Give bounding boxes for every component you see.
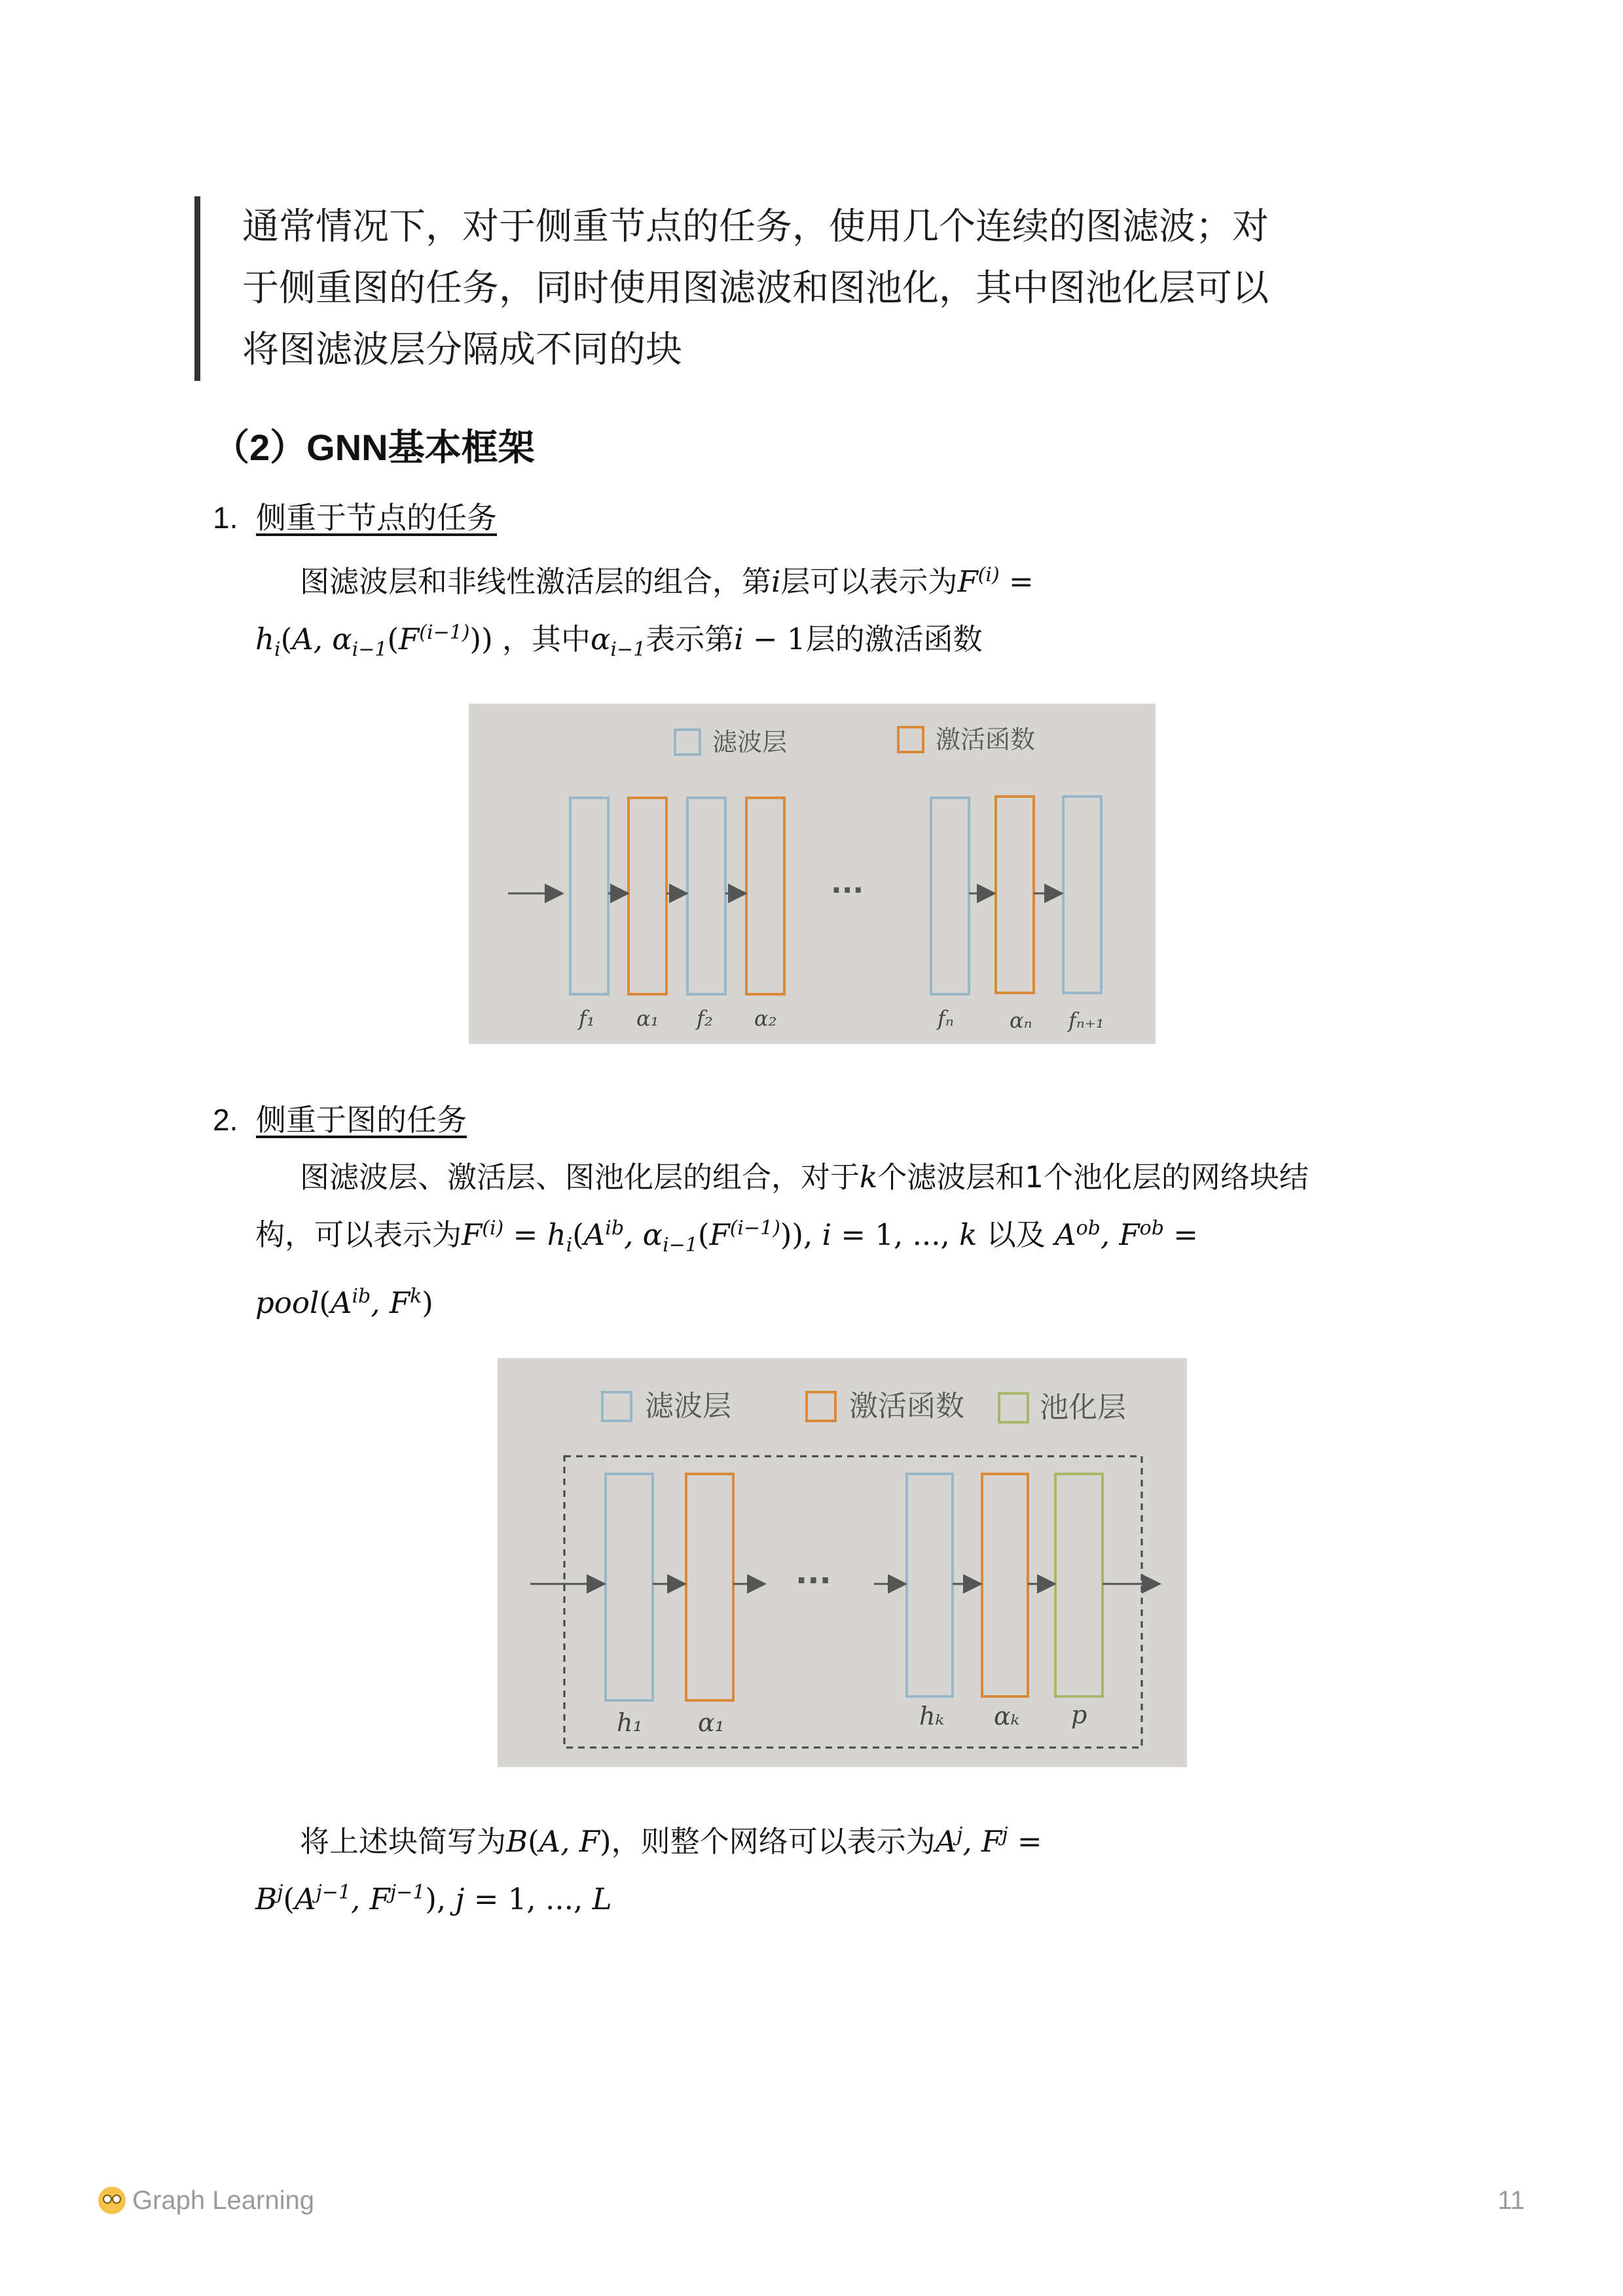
list-item-label: 侧重于节点的任务 [256, 500, 497, 535]
math-formula: $F^{(i)}$ [957, 564, 1000, 599]
math-formula: $\alpha_{i-1}$ [590, 622, 646, 661]
math-formula: ( [572, 1217, 584, 1252]
math-formula: )), [780, 1217, 822, 1252]
layer-label: p [1071, 1700, 1087, 1729]
math-formula: = [1008, 1824, 1042, 1859]
quote-line-1: 通常情况下，对于侧重节点的任务，使用几个连续的图滤波；对 [242, 206, 1269, 248]
activation-layer-box [982, 1474, 1028, 1696]
activation-layer-box [629, 798, 666, 994]
math-formula: ( [283, 1882, 295, 1916]
layer-label: αₖ [994, 1702, 1020, 1731]
math-formula: = 1, ..., [831, 1217, 960, 1252]
layer-label: f₁ [579, 1006, 595, 1031]
footer-brand [98, 2186, 314, 2215]
list-number: 1. [213, 501, 238, 535]
layer-label: αₙ [1010, 1008, 1032, 1033]
math-formula: = [503, 1217, 547, 1252]
legend-activation-label: 激活函数 [936, 725, 1036, 754]
list-item-2 [213, 1096, 467, 1139]
filter-layer-box [606, 1474, 653, 1700]
math-formula: $B^j$ [255, 1881, 283, 1916]
math-formula: k [959, 1217, 977, 1252]
layer-label: fₙ₊₁ [1068, 1008, 1104, 1033]
filter-layer-box [570, 798, 608, 994]
math-formula: ) [422, 1285, 433, 1320]
math-formula: = [1163, 1217, 1198, 1252]
math-formula: i [822, 1217, 832, 1252]
math-formula: $F^{(i-1)}$ [709, 1217, 780, 1252]
para-text: 层的激活函数 [805, 622, 983, 656]
para-text: 将上述块简写为 [300, 1824, 507, 1859]
page-number: 11 [1497, 2186, 1525, 2215]
activation-layer-box [746, 798, 784, 994]
legend-filter-swatch [602, 1392, 631, 1421]
math-formula: $A^j$, $F^j$ [935, 1823, 1008, 1859]
math-formula: $h_i$ [547, 1217, 573, 1257]
filter-layer-box [1063, 797, 1101, 993]
face-emoji-icon [98, 2187, 126, 2214]
filter-layer-box [687, 798, 725, 994]
math-formula: ( [697, 1217, 710, 1252]
summary-paragraph [255, 1810, 1447, 1925]
layer-label: α₁ [698, 1708, 725, 1737]
footer-brand-text: Graph Learning [132, 2186, 314, 2215]
layer-label: f₂ [697, 1006, 713, 1031]
ellipsis: ··· [831, 874, 864, 907]
layer-label: fₙ [938, 1006, 954, 1031]
para-text: ，则整个网络可以表示为 [611, 1824, 936, 1859]
legend-filter-swatch [675, 730, 700, 755]
list-number: 2. [213, 1103, 238, 1137]
quote-line-2: 于侧重图的任务，同时使用图滤波和图池化，其中图池化层可以 [242, 267, 1269, 310]
figure-2-photo [498, 1358, 1187, 1767]
para-text: 以及 [986, 1217, 1046, 1252]
math-k: k [860, 1160, 878, 1194]
math-formula: = 1, ..., [464, 1882, 593, 1916]
legend-activation-label: 激活函数 [849, 1390, 964, 1423]
para-text: 图滤波层和非线性激活层的组合，第 [300, 564, 772, 599]
legend-pool-swatch [999, 1393, 1028, 1422]
figure-2-diagram [498, 1358, 1187, 1767]
math-formula: ( [319, 1285, 331, 1320]
math-formula: − 1 [743, 622, 806, 656]
item2-paragraph [255, 1152, 1447, 1329]
math-formula: A, $\alpha_{i-1}$ [292, 622, 388, 661]
math-formula: A, F [539, 1824, 600, 1859]
quote-block [194, 196, 1486, 381]
math-i: i [771, 564, 781, 599]
layer-label: hₖ [919, 1702, 945, 1731]
para-text: ，其中 [501, 622, 591, 656]
math-formula: $A^{j-1}$, $F^{j-1}$ [294, 1881, 426, 1916]
layer-label: α₁ [636, 1006, 659, 1031]
para-text: 层可以表示为 [780, 564, 958, 599]
math-formula: ( [280, 622, 293, 656]
math-formula: = [1009, 564, 1034, 599]
legend-filter-label: 滤波层 [645, 1390, 731, 1423]
para-text: 构，可以表示为 [255, 1217, 462, 1252]
ellipsis: ··· [795, 1562, 831, 1599]
math-formula: pool [255, 1285, 319, 1320]
activation-layer-box [996, 797, 1034, 993]
layer-label: h₁ [617, 1708, 643, 1737]
pool-layer-box [1055, 1474, 1103, 1696]
para-text: 个滤波层和1个池化层的网络块结 [877, 1160, 1309, 1194]
math-formula: i [734, 622, 744, 656]
math-formula: )) [469, 622, 493, 656]
math-formula: ) [600, 1824, 611, 1859]
math-formula: ( [528, 1824, 539, 1859]
math-formula: ( [387, 622, 399, 656]
math-formula: $A^{ib}$, $F^k$ [330, 1285, 422, 1320]
figure-1-diagram [469, 704, 1156, 1044]
layer-label: α₂ [754, 1006, 777, 1031]
math-formula: B [506, 1824, 528, 1859]
legend-filter-label: 滤波层 [712, 728, 788, 757]
math-formula: $A^{ib}$, $\alpha_{i-1}$ [583, 1217, 698, 1257]
legend-pool-label: 池化层 [1040, 1391, 1126, 1424]
legend-activation-swatch [807, 1392, 835, 1421]
activation-layer-box [686, 1474, 733, 1700]
para-text: 图滤波层、激活层、图池化层的组合，对于 [300, 1160, 860, 1194]
section-title: （2）GNN基本框架 [213, 427, 535, 468]
legend-activation-swatch [898, 727, 923, 752]
math-formula: $F^{(i-1)}$ [399, 621, 470, 656]
math-formula: L [592, 1882, 612, 1916]
filter-layer-box [907, 1474, 953, 1696]
figure-1-photo [469, 704, 1156, 1044]
math-formula: $F^{(i)}$ [462, 1217, 504, 1252]
para-text: 表示第 [646, 622, 735, 656]
math-formula: $A^{ob}$, $F^{ob}$ [1055, 1217, 1164, 1252]
list-item-1 [213, 494, 497, 537]
quote-line-3: 将图滤波层分隔成不同的块 [242, 329, 682, 371]
math-formula: ), [425, 1882, 456, 1916]
math-formula: j [455, 1882, 465, 1916]
list-item-label: 侧重于图的任务 [256, 1102, 467, 1138]
math-formula: $h_i$ [255, 622, 281, 661]
filter-layer-box [931, 798, 969, 994]
item1-paragraph [255, 550, 1447, 675]
